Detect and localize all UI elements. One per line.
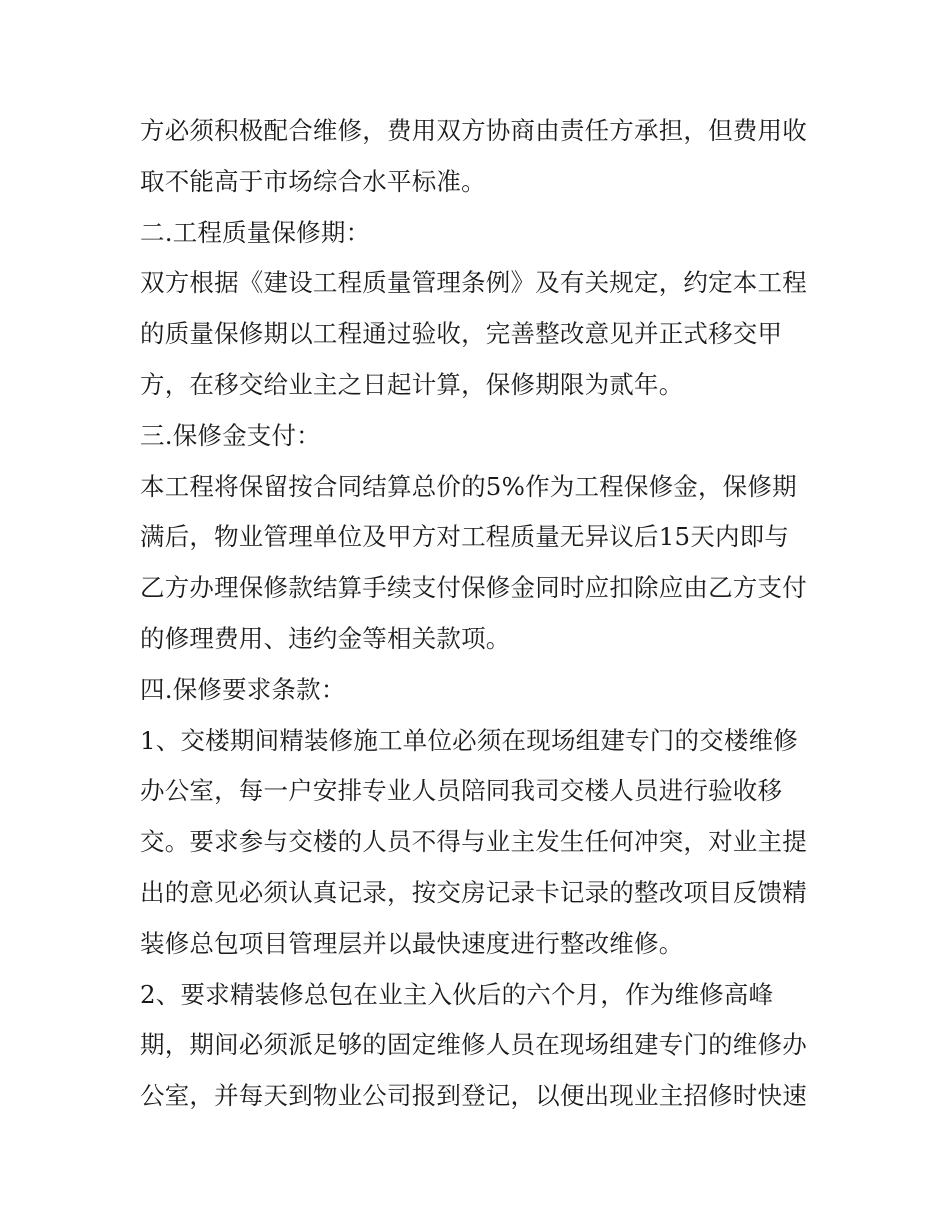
text-line-10: 乙方办理保修款结算手续支付保修金同时应扣除应由乙方支付 <box>140 573 807 603</box>
text-line-13: 1、交楼期间精装修施工单位必须在现场组建专门的交楼维修 <box>140 725 798 755</box>
text-line-4: 双方根据《建设工程质量管理条例》及有关规定，约定本工程 <box>140 268 807 298</box>
text-line-6: 方，在移交给业主之日起计算，保修期限为贰年。 <box>140 369 684 399</box>
section-heading-warranty-period: 二.工程质量保修期： <box>140 217 371 247</box>
text-line-19: 期，期间必须派足够的固定维修人员在现场组建专门的维修办 <box>140 1030 807 1060</box>
text-line-14: 办公室，每一户安排专业人员陪同我司交楼人员进行验收移 <box>140 776 783 806</box>
document-body <box>140 106 830 1122</box>
text-line-15: 交。要求参与交楼的人员不得与业主发生任何冲突，对业主提 <box>140 827 807 857</box>
text-line-16: 出的意见必须认真记录，按交房记录卡记录的整改项目反馈精 <box>140 877 807 907</box>
text-line-2: 取不能高于市场综合水平标准。 <box>140 166 486 196</box>
text-line-11: 的修理费用、违约金等相关款项。 <box>140 623 511 653</box>
text-line-5: 的质量保修期以工程通过验收，完善整改意见并正式移交甲 <box>140 319 783 349</box>
text-line-18: 2、要求精装修总包在业主入伙后的六个月，作为维修高峰 <box>140 979 774 1009</box>
text-line-17: 装修总包项目管理层并以最快速度进行整改维修。 <box>140 928 684 958</box>
section-heading-warranty-payment: 三.保修金支付： <box>140 420 321 450</box>
text-line-9: 满后，物业管理单位及甲方对工程质量无异议后15天内即与 <box>140 522 790 552</box>
text-line-8: 本工程将保留按合同结算总价的5%作为工程保修金，保修期 <box>140 471 797 501</box>
text-line-1: 方必须积极配合维修，费用双方协商由责任方承担，但费用收 <box>140 116 807 145</box>
text-line-20: 公室，并每天到物业公司报到登记，以便出现业主招修时快速 <box>140 1081 807 1111</box>
section-heading-warranty-terms: 四.保修要求条款： <box>140 674 346 704</box>
